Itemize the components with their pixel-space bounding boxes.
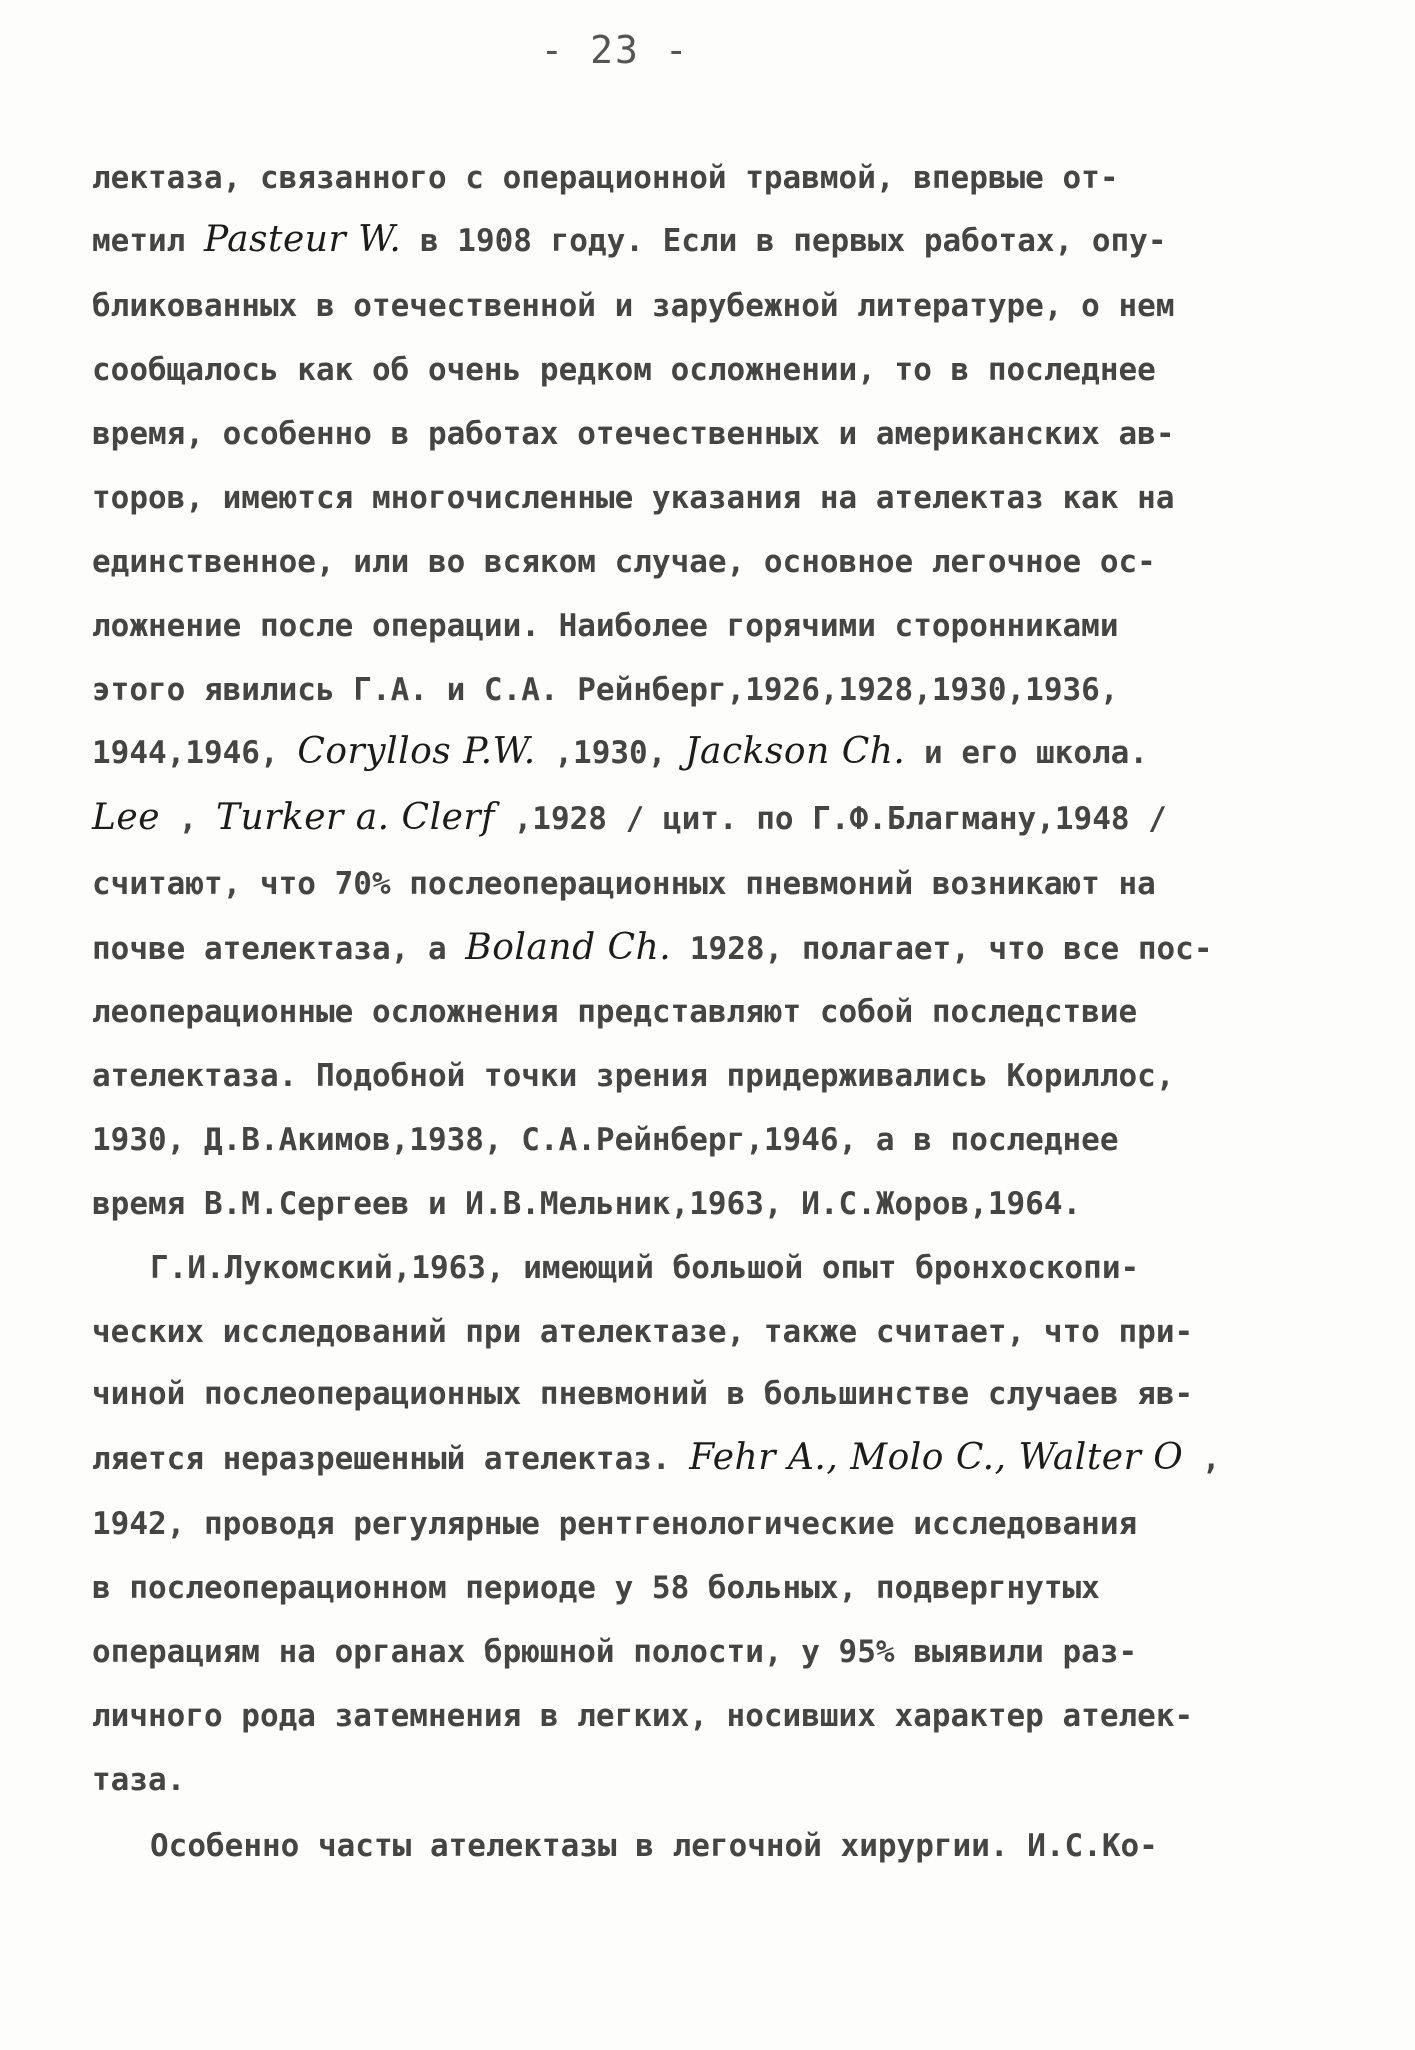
text-line xyxy=(92,1630,1335,1674)
handwritten-author-name: Lee xyxy=(92,797,161,838)
text-line xyxy=(92,348,1335,392)
typed-text: почве ателектаза, а xyxy=(92,931,466,967)
typed-text: ляется неразрешенный ателектаз. xyxy=(92,1441,690,1477)
page-number: - 23 - xyxy=(540,28,690,72)
typed-text: Г.И.Лукомский,1963, имеющий большой опыт бронхоскопи- xyxy=(150,1250,1140,1286)
typed-text: этого явились Г.А. и С.А. Рейнберг,1926,1928,1930,1936, xyxy=(92,672,1119,708)
typed-text: личного рода затемнения в легких, носивших характер ателек- xyxy=(92,1698,1194,1734)
handwritten-author-name: Boland Ch. xyxy=(465,927,672,968)
typed-text: время В.М.Сергеев и И.В.Мельник,1963, И.С.Жоров,1964. xyxy=(92,1186,1082,1222)
text-line xyxy=(92,604,1335,648)
text-line xyxy=(92,1118,1335,1162)
typed-text: ложнение после операции. Наиболее горячими сторонниками xyxy=(92,608,1119,644)
typed-text: единственное, или во всяком случае, основное легочное ос- xyxy=(92,544,1156,580)
text-line xyxy=(92,1182,1335,1226)
typed-text: леоперационные осложнения представляют собой последствие xyxy=(92,994,1138,1030)
typed-text: 1942, проводя регулярные рентгенологические исследования xyxy=(92,1506,1138,1542)
typed-text: метил xyxy=(92,223,204,259)
typed-text: 1944,1946, xyxy=(92,735,298,771)
typed-text: ателектаза. Подобной точки зрения придерживались Кориллос, xyxy=(92,1058,1175,1094)
handwritten-author-name: Turker a. Clerf xyxy=(216,797,495,838)
typed-text: ческих исследований при ателектазе, также считает, что при- xyxy=(92,1314,1194,1350)
text-line xyxy=(92,218,1335,263)
typed-text: таза. xyxy=(92,1762,186,1798)
text-line xyxy=(92,412,1335,456)
text-line xyxy=(92,1372,1335,1416)
handwritten-author-name: Fehr A., Molo C., Walter O xyxy=(689,1437,1184,1478)
typed-text: ,1930, xyxy=(535,735,686,771)
handwritten-author-name: Pasteur W. xyxy=(203,219,402,260)
typed-text: время, особенно в работах отечественных и американских ав- xyxy=(92,416,1175,452)
text-line xyxy=(92,926,1335,971)
typed-text: операциям на органах брюшной полости, у 95% выявили раз- xyxy=(92,1634,1138,1670)
text-line xyxy=(92,862,1335,906)
text-line xyxy=(92,284,1335,328)
text-line xyxy=(92,1436,1335,1481)
text-line xyxy=(92,476,1335,520)
handwritten-author-name: Coryllos P.W. xyxy=(297,731,536,772)
text-line xyxy=(92,1502,1335,1546)
typed-text: торов, имеются многочисленные указания на ателектаз как на xyxy=(92,480,1175,516)
typed-text: и его школа. xyxy=(905,735,1149,771)
typed-text: 1930, Д.В.Акимов,1938, С.А.Рейнберг,1946, а в последнее xyxy=(92,1122,1119,1158)
text-line xyxy=(150,1246,1335,1290)
text-line xyxy=(92,1566,1335,1610)
text-line xyxy=(92,156,1335,200)
typed-text: в послеоперационном периоде у 58 больных, подвергнутых xyxy=(92,1570,1100,1606)
typed-text: в 1908 году. Если в первых работах, опу- xyxy=(401,223,1167,259)
typed-text: , xyxy=(1183,1441,1221,1477)
typed-text: ,1928 / цит. по Г.Ф.Благману,1948 / xyxy=(494,801,1167,837)
text-line xyxy=(92,1054,1335,1098)
text-line xyxy=(92,796,1335,841)
typed-text: бликованных в отечественной и зарубежной литературе, о нем xyxy=(92,288,1175,324)
typed-text: чиной послеоперационных пневмоний в большинстве случаев яв- xyxy=(92,1376,1194,1412)
text-line xyxy=(92,990,1335,1034)
typed-text: считают, что 70% послеоперационных пневмоний возникают на xyxy=(92,866,1156,902)
handwritten-author-name: Jackson Ch. xyxy=(685,731,906,772)
text-line xyxy=(150,1824,1335,1868)
typed-text: сообщалось как об очень редком осложнении, то в последнее xyxy=(92,352,1156,388)
text-line xyxy=(92,540,1335,584)
text-line xyxy=(92,668,1335,712)
typed-text: 1928, полагает, что все пос- xyxy=(671,931,1213,967)
text-line xyxy=(92,1694,1335,1738)
typed-text: лектаза, связанного с операционной травмой, впервые от- xyxy=(92,160,1119,196)
typed-text: , xyxy=(160,801,217,837)
text-line xyxy=(92,1310,1335,1354)
text-line xyxy=(92,730,1335,775)
text-line xyxy=(92,1758,1335,1802)
typed-text: Особенно часты ателектазы в легочной хирургии. И.С.Ко- xyxy=(150,1828,1158,1864)
